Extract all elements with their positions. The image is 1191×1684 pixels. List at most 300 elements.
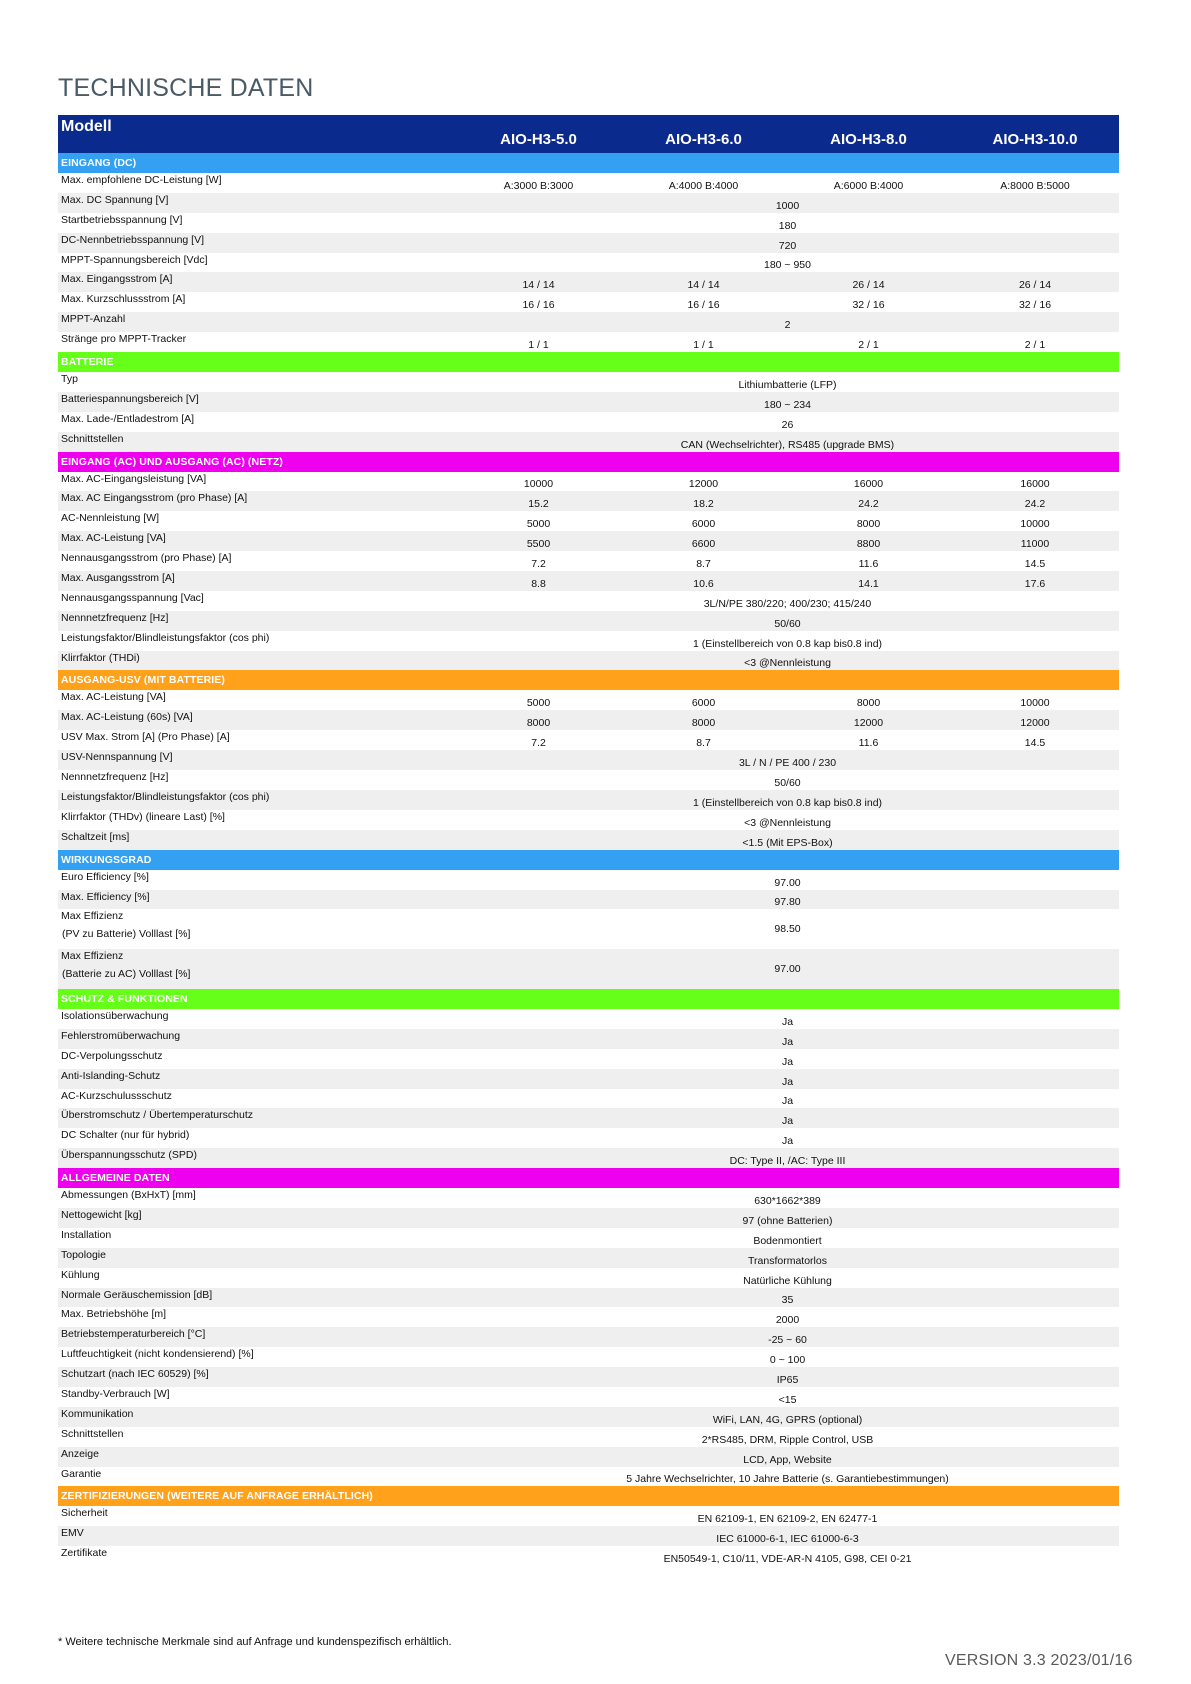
section-title: WIRKUNGSGRAD [61, 853, 152, 866]
row-label [58, 949, 456, 989]
row-label-text: Max. AC-Leistung [VA] [61, 691, 166, 704]
row-label-text: Euro Efficiency [%] [61, 870, 149, 883]
table-row [58, 1208, 1119, 1228]
table-row [58, 292, 1119, 312]
table-row [58, 531, 1119, 551]
row-label [58, 1228, 456, 1248]
table-row [58, 631, 1119, 651]
row-label [58, 491, 456, 511]
row-value: 8000 [856, 518, 881, 531]
row-label-text: AC-Kurzschulussschutz [61, 1089, 172, 1102]
row-label [58, 1307, 456, 1327]
row-value: 16000 [853, 478, 884, 491]
table-row [58, 1387, 1119, 1407]
row-value: 98.50 [774, 922, 801, 935]
row-label-text: Max. Betriebshöhe [m] [61, 1308, 167, 1321]
footnote: * Weitere technische Merkmale sind auf Anfrage und kundenspezifisch erhältlich. [58, 1636, 452, 1648]
model-name: AIO-H3-6.0 [665, 131, 742, 148]
table-row [58, 1128, 1119, 1148]
row-label-text: Überstromschutz / Übertemperaturschutz [61, 1109, 253, 1122]
version-label: VERSION 3.3 2023/01/16 [945, 1652, 1133, 1669]
row-label-text: Max. Kurzschlussstrom [A] [61, 293, 186, 306]
table-row [58, 810, 1119, 830]
row-label [58, 1367, 456, 1387]
row-value: 2 [784, 319, 791, 332]
table-row [58, 332, 1119, 352]
table-row [58, 690, 1119, 710]
table-row [58, 1188, 1119, 1208]
row-label [58, 233, 456, 253]
row-value: 2*RS485, DRM, Ripple Control, USB [701, 1433, 874, 1446]
row-value: 97.00 [774, 876, 801, 889]
row-label [58, 1108, 456, 1128]
section-header [58, 352, 1119, 372]
section-title: BATTERIE [61, 356, 114, 369]
row-value: 180 [778, 219, 797, 232]
row-label-text: USV Max. Strom [A] (Pro Phase) [A] [61, 731, 230, 744]
row-label-subtext: (PV zu Batterie) Volllast [%] [62, 928, 191, 941]
row-label-text: Überspannungsschutz (SPD) [61, 1149, 197, 1162]
row-label-text: Leistungsfaktor/Blindleistungsfaktor (cos phi) [61, 631, 270, 644]
row-label-text: Nennnetzfrequenz [Hz] [61, 771, 169, 784]
row-value: EN 62109-1, EN 62109-2, EN 62477-1 [697, 1513, 878, 1526]
table-row [58, 1407, 1119, 1427]
row-value: LCD, App, Website [743, 1453, 832, 1466]
row-label [58, 472, 456, 492]
table-row [58, 1268, 1119, 1288]
row-label [58, 730, 456, 750]
section-title: AUSGANG-USV (MIT BATTERIE) [61, 674, 225, 687]
page-title: TECHNISCHE DATEN [58, 74, 314, 102]
row-label [58, 332, 456, 352]
row-label [58, 830, 456, 850]
row-label-text: Nennnetzfrequenz [Hz] [61, 611, 169, 624]
row-value: 3L/N/PE 380/220; 400/230; 415/240 [703, 597, 872, 610]
row-value: 16000 [1020, 478, 1050, 491]
row-value: 12000 [1020, 717, 1050, 730]
table-row [58, 870, 1119, 890]
row-label-text: Max. DC Spannung [V] [61, 193, 169, 206]
row-value: 8.8 [531, 577, 546, 590]
table-row [58, 1049, 1119, 1069]
table-row [58, 1447, 1119, 1467]
row-label [58, 909, 456, 949]
table-row [58, 750, 1119, 770]
row-value: 8800 [856, 538, 881, 551]
row-label-text: Garantie [61, 1467, 102, 1480]
row-label [58, 591, 456, 611]
table-row [58, 1506, 1119, 1526]
row-value: 10.6 [693, 577, 714, 590]
row-label-text: Max. AC-Eingangsleistung [VA] [61, 472, 207, 485]
row-value: 5 Jahre Wechselrichter, 10 Jahre Batterie (s. Garantiebestimmungen) [626, 1473, 949, 1486]
row-label-text: DC-Nennbetriebsspannung [V] [61, 233, 205, 246]
row-label-text: Anzeige [61, 1447, 99, 1460]
row-value: Ja [781, 1075, 794, 1088]
table-row [58, 710, 1119, 730]
table-row [58, 432, 1119, 452]
row-value: IEC 61000-6-1, IEC 61000-6-3 [716, 1533, 859, 1546]
row-label [58, 1248, 456, 1268]
row-label [58, 432, 456, 452]
section-title: ZERTIFIZIERUNGEN (WEITERE AUF ANFRAGE ERHÄLTLICH) [61, 1490, 373, 1503]
row-label [58, 870, 456, 890]
row-label [58, 810, 456, 830]
row-label [58, 531, 456, 551]
row-label-text: MPPT-Spannungsbereich [Vdc] [61, 253, 208, 266]
table-row [58, 372, 1119, 392]
table-row [58, 730, 1119, 750]
row-value: 14.5 [1024, 737, 1046, 750]
row-label-text: Nettogewicht [kg] [61, 1209, 142, 1221]
row-value: 5000 [526, 518, 551, 531]
row-value: 1 / 1 [693, 339, 714, 352]
row-label [58, 890, 456, 910]
row-value: 720 [778, 239, 797, 252]
row-value: 24.2 [1024, 498, 1046, 511]
row-label [58, 292, 456, 312]
table-row [58, 949, 1119, 989]
row-label-text: MPPT-Anzahl [61, 313, 126, 326]
row-label-text: Zertifikate [61, 1547, 108, 1560]
row-label-text: Max Effizienz [61, 950, 124, 963]
row-label [58, 1467, 456, 1487]
row-value: Natürliche Kühlung [743, 1274, 832, 1287]
row-label-text: Max. Efficiency [%] [61, 890, 150, 903]
row-value: IP65 [776, 1374, 799, 1387]
row-label [58, 1089, 456, 1109]
row-label-text: Betriebstemperaturbereich [°C] [61, 1328, 206, 1341]
row-value: 35 [781, 1294, 794, 1307]
row-value: DC: Type II, /AC: Type III [729, 1155, 846, 1168]
row-label-subtext: (Batterie zu AC) Volllast [%] [62, 968, 191, 981]
row-label-text: Typ [61, 373, 78, 386]
row-value: A:8000 B:5000 [1000, 179, 1070, 192]
row-label [58, 412, 456, 432]
table-row [58, 1029, 1119, 1049]
table-row [58, 213, 1119, 233]
row-label [58, 1288, 456, 1308]
section-title: SCHUTZ & FUNKTIONEN [61, 992, 188, 1005]
section-header [58, 1486, 1119, 1506]
row-value: 5500 [526, 538, 551, 551]
table-row [58, 1467, 1119, 1487]
row-label-text: Schnittstellen [61, 1427, 124, 1440]
table-row [58, 790, 1119, 810]
row-value: 14 / 14 [522, 279, 555, 292]
row-value: 8000 [691, 717, 716, 730]
section-title: EINGANG (AC) UND AUSGANG (AC) (NETZ) [61, 455, 283, 468]
table-row [58, 173, 1119, 193]
row-value: Ja [781, 1015, 794, 1028]
table-row [58, 1009, 1119, 1029]
table-row [58, 651, 1119, 671]
row-value: 2 / 1 [1024, 339, 1046, 352]
table-row [58, 272, 1119, 292]
row-label-text: USV-Nennspannung [V] [61, 751, 173, 764]
row-value: 1 (Einstellbereich von 0.8 kap bis0.8 ind) [692, 637, 883, 650]
row-value: 12000 [853, 717, 884, 730]
spec-body [58, 153, 1119, 1566]
row-value: Lithiumbatterie (LFP) [738, 378, 837, 391]
row-label-text: Leistungsfaktor/Blindleistungsfaktor (cos phi) [61, 790, 270, 803]
row-value: 6000 [691, 518, 716, 531]
row-value: 5000 [526, 697, 551, 710]
row-label-text: EMV [61, 1527, 84, 1540]
row-label-text: Max. Ausgangsstrom [A] [61, 572, 175, 585]
row-value: <15 [778, 1393, 797, 1406]
table-row [58, 1288, 1119, 1308]
table-row [58, 1148, 1119, 1168]
row-label-text: Nennausgangsstrom (pro Phase) [A] [61, 552, 232, 565]
row-label [58, 1069, 456, 1089]
row-label-text: Stränge pro MPPT-Tracker [61, 333, 187, 346]
row-label-text: Max. AC-Leistung (60s) [VA] [61, 711, 193, 724]
row-label-text: Max. AC Eingangsstrom (pro Phase) [A] [61, 492, 248, 505]
row-value: 8000 [526, 717, 551, 730]
row-value: 12000 [688, 478, 719, 491]
row-label-text: Schaltzeit [ms] [61, 830, 130, 843]
row-value: 180 ~ 234 [763, 398, 811, 411]
row-label-text: Klirrfaktor (THDi) [61, 651, 140, 664]
section-title: EINGANG (DC) [61, 157, 137, 169]
row-label-text: Klirrfaktor (THDv) (lineare Last) [%] [61, 810, 225, 823]
row-label-text: Schnittstellen [61, 432, 124, 445]
row-value: 26 [781, 418, 794, 431]
row-label [58, 1546, 456, 1566]
row-value: 97.00 [774, 962, 801, 975]
table-row [58, 1089, 1119, 1109]
row-value: A:6000 B:4000 [833, 179, 904, 192]
table-row [58, 1069, 1119, 1089]
row-label-text: Max. Eingangsstrom [A] [61, 273, 173, 286]
row-label [58, 1427, 456, 1447]
table-row [58, 830, 1119, 850]
row-label-text: AC-Nennleistung [W] [61, 512, 160, 525]
row-value: Ja [781, 1095, 794, 1108]
row-label-text: Nennausgangsspannung [Vac] [61, 591, 204, 604]
model-name: AIO-H3-10.0 [992, 131, 1078, 148]
row-label [58, 253, 456, 273]
row-label [58, 690, 456, 710]
row-value: 24.2 [858, 498, 879, 511]
row-label-text: Fehlerstromüberwachung [61, 1029, 181, 1042]
table-row [58, 1367, 1119, 1387]
table-row [58, 233, 1119, 253]
row-label [58, 1128, 456, 1148]
row-value: 26 / 14 [852, 279, 885, 292]
model-name: AIO-H3-8.0 [830, 131, 907, 148]
table-row [58, 909, 1119, 949]
row-value: WiFi, LAN, 4G, GPRS (optional) [712, 1413, 863, 1426]
row-label [58, 1148, 456, 1168]
row-label-text: Anti-Islanding-Schutz [61, 1069, 161, 1082]
row-value: <1.5 (Mit EPS-Box) [742, 836, 833, 849]
row-value: 32 / 16 [852, 299, 885, 312]
table-row [58, 1307, 1119, 1327]
table-row [58, 611, 1119, 631]
table-row [58, 1526, 1119, 1546]
row-value: 180 ~ 950 [763, 259, 811, 272]
row-value: 16 / 16 [687, 299, 720, 312]
row-label-text: Normale Geräuschemission [dB] [61, 1288, 213, 1301]
table-row [58, 1327, 1119, 1347]
table-row [58, 491, 1119, 511]
row-label [58, 272, 456, 292]
row-label-text: Abmessungen (BxHxT) [mm] [61, 1189, 196, 1202]
table-row [58, 1248, 1119, 1268]
table-row [58, 1108, 1119, 1128]
row-label [58, 1268, 456, 1288]
row-value: CAN (Wechselrichter), RS485 (upgrade BMS) [680, 438, 895, 451]
row-value: Bodenmontiert [753, 1234, 822, 1247]
row-value: 17.6 [1024, 577, 1046, 590]
row-label [58, 770, 456, 790]
table-row [58, 1427, 1119, 1447]
section-header [58, 153, 1119, 173]
section-header [58, 452, 1119, 472]
section-header [58, 989, 1119, 1009]
row-label-text: Max. AC-Leistung [VA] [61, 532, 166, 545]
table-row [58, 551, 1119, 571]
row-label [58, 1447, 456, 1467]
row-label [58, 571, 456, 591]
row-value: 630*1662*389 [754, 1195, 821, 1207]
row-label [58, 1009, 456, 1029]
row-value: 16 / 16 [522, 299, 555, 312]
row-label [58, 710, 456, 730]
table-row [58, 591, 1119, 611]
row-value: 8.7 [696, 558, 711, 571]
row-value: 3L / N / PE 400 / 230 [738, 757, 837, 770]
table-row [58, 312, 1119, 332]
table-row [58, 1228, 1119, 1248]
row-value: 6600 [691, 538, 716, 551]
row-value: Ja [781, 1035, 794, 1048]
row-value: 14.1 [858, 577, 879, 590]
row-label-text: Standby-Verbrauch [W] [61, 1388, 170, 1401]
row-value: 8.7 [696, 737, 711, 750]
row-label [58, 651, 456, 671]
table-row [58, 890, 1119, 910]
row-label [58, 511, 456, 531]
spec-table [58, 115, 1119, 1566]
row-label [58, 1407, 456, 1427]
row-label [58, 312, 456, 332]
row-label-text: Schutzart (nach IEC 60529) [%] [61, 1368, 209, 1381]
row-label [58, 611, 456, 631]
table-row [58, 412, 1119, 432]
row-label [58, 1327, 456, 1347]
row-label [58, 1526, 456, 1546]
row-label [58, 1347, 456, 1367]
table-row [58, 193, 1119, 213]
row-label [58, 372, 456, 392]
row-value: -25 ~ 60 [768, 1334, 807, 1347]
row-value: Ja [781, 1115, 794, 1128]
row-value: <3 @Nennleistung [744, 657, 831, 670]
row-label-text: DC Schalter (nur für hybrid) [61, 1129, 190, 1142]
table-row [58, 1347, 1119, 1367]
row-label [58, 193, 456, 213]
table-row [58, 472, 1119, 492]
row-label [58, 1049, 456, 1069]
row-label [58, 1387, 456, 1407]
row-value: 14.5 [1024, 558, 1046, 571]
table-header [58, 115, 1119, 153]
row-value: Transformatorlos [748, 1254, 827, 1267]
row-value: 32 / 16 [1018, 299, 1052, 312]
section-title: ALLGEMEINE DATEN [61, 1172, 170, 1185]
row-label-text: Kühlung [61, 1268, 100, 1281]
row-label [58, 750, 456, 770]
row-label [58, 1208, 456, 1228]
row-label [58, 1188, 456, 1208]
row-value: 50/60 [774, 776, 801, 789]
row-label-text: DC-Verpolungsschutz [61, 1049, 163, 1062]
row-value: 1000 [775, 199, 800, 212]
section-header [58, 1168, 1119, 1188]
section-header [58, 850, 1119, 870]
table-row [58, 770, 1119, 790]
row-value: 11.6 [858, 737, 879, 750]
table-row [58, 392, 1119, 412]
row-label [58, 213, 456, 233]
row-value: 97.80 [774, 896, 801, 909]
row-value: 15.2 [528, 498, 549, 511]
row-label [58, 1029, 456, 1049]
row-value: 6000 [691, 697, 716, 710]
table-row [58, 511, 1119, 531]
model-label: Modell [61, 118, 112, 135]
row-value: 8000 [856, 697, 881, 710]
row-value: EN50549-1, C10/11, VDE-AR-N 4105, G98, CEI 0-21 [663, 1553, 912, 1566]
row-value: 14 / 14 [687, 279, 720, 292]
row-label-text: Kommunikation [61, 1407, 134, 1420]
row-value: 10000 [523, 478, 554, 491]
table-row [58, 571, 1119, 591]
row-value: 7.2 [531, 737, 546, 750]
row-value: 10000 [1020, 697, 1050, 710]
row-label [58, 392, 456, 412]
row-label-text: Topologie [61, 1248, 106, 1261]
row-value: 97 (ohne Batterien) [742, 1214, 833, 1227]
row-value: 0 ~ 100 [769, 1354, 806, 1367]
row-value: 11.6 [858, 558, 879, 571]
row-label-text: Max. Lade-/Entladestrom [A] [61, 412, 195, 425]
row-value: 11000 [1020, 538, 1050, 551]
row-value: 2 / 1 [858, 339, 879, 352]
row-label-text: Startbetriebsspannung [V] [61, 213, 183, 226]
row-value: 2000 [775, 1314, 800, 1327]
table-row [58, 1546, 1119, 1566]
row-value: Ja [781, 1055, 794, 1068]
row-value: <3 @Nennleistung [744, 816, 831, 829]
section-header [58, 670, 1119, 690]
row-label [58, 790, 456, 810]
row-label-text: Sicherheit [61, 1507, 108, 1520]
row-value: A:4000 B:4000 [668, 179, 739, 192]
row-label-text: Batteriespannungsbereich [V] [61, 392, 199, 405]
row-label [58, 1506, 456, 1526]
row-label-text: Luftfeuchtigkeit (nicht kondensierend) [%] [61, 1348, 254, 1361]
row-value: 7.2 [531, 558, 546, 571]
row-value: 26 / 14 [1018, 279, 1052, 292]
row-label [58, 173, 456, 193]
row-value: Ja [781, 1135, 794, 1148]
row-value: 1 (Einstellbereich von 0.8 kap bis0.8 ind) [692, 796, 883, 809]
model-name: AIO-H3-5.0 [500, 131, 577, 148]
